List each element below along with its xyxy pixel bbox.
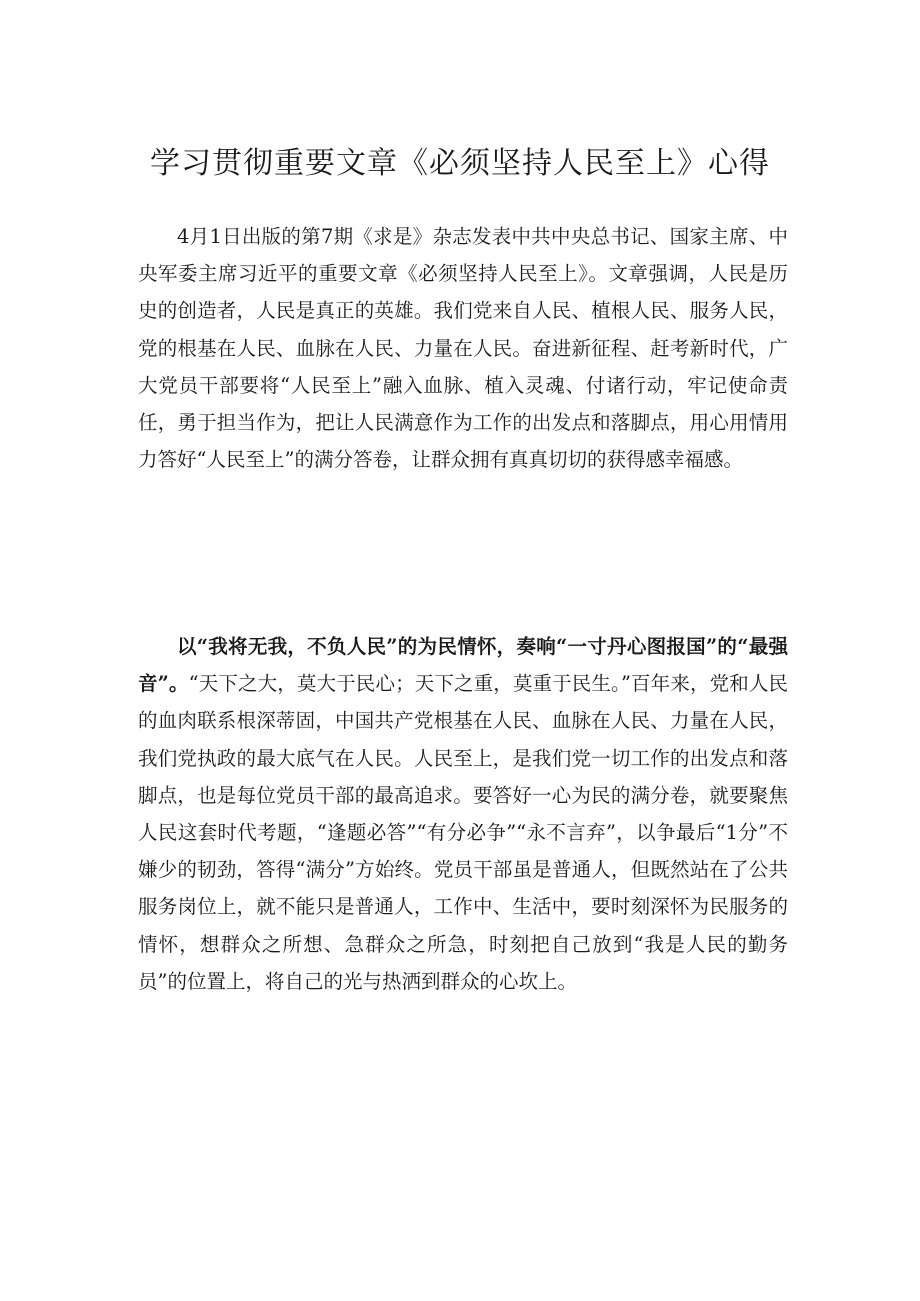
paragraph-section-one bbox=[138, 628, 788, 1000]
paragraph-lead-sentence: 以“我将无我，不负人民”的为民情怀，奏响“一寸丹心图报国”的“最强音”。 bbox=[138, 635, 788, 696]
paragraph-body-text: “天下之大，莫大于民心；天下之重，莫重于民生。”百年来，党和人民的血肉联系根深蒂固，中国共产党根基在人民、血脉在人民、力量在人民，我们党执政的最大底气在人民。人民至上，是我们党一切工作的出发点和落脚点，也是每位党员干部的最高追求。要答好一心为民的满分卷，就要聚焦人民这套时代考题，“逢题必答”“有分必争”“永不言弃”，以争最后“1分”不嫌少的韧劲，答得“满分”方始终。党员干部虽是普通人，但既然站在了公共服务岗位上，就不能只是普通人，工作中、生活中，要时刻深怀为民服务的情怀，想群众之所想、急群众之所急，时刻把自己放到“我是人民的勤务员”的位置上，将自己的光与热洒到群众的心坎上。 bbox=[138, 672, 788, 993]
paragraph-intro: 4月1日出版的第7期《求是》杂志发表中共中央总书记、国家主席、中央军委主席习近平的重要文章《必须坚持人民至上》。文章强调，人民是历史的创造者，人民是真正的英雄。我们党来自人民、植根人民、服务人民，党的根基在人民、血脉在人民、力量在人民。奋进新征程、赶考新时代，广大党员干部要将“人民至上”融入血脉、植入灵魂、付诸行动，牢记使命责任，勇于担当作为，把让人民满意作为工作的出发点和落脚点，用心用情用力答好“人民至上”的满分答卷，让群众拥有真真切切的获得感幸福感。 bbox=[138, 225, 788, 472]
document-title: 学习贯彻重要文章《必须坚持人民至上》心得 bbox=[150, 146, 770, 181]
